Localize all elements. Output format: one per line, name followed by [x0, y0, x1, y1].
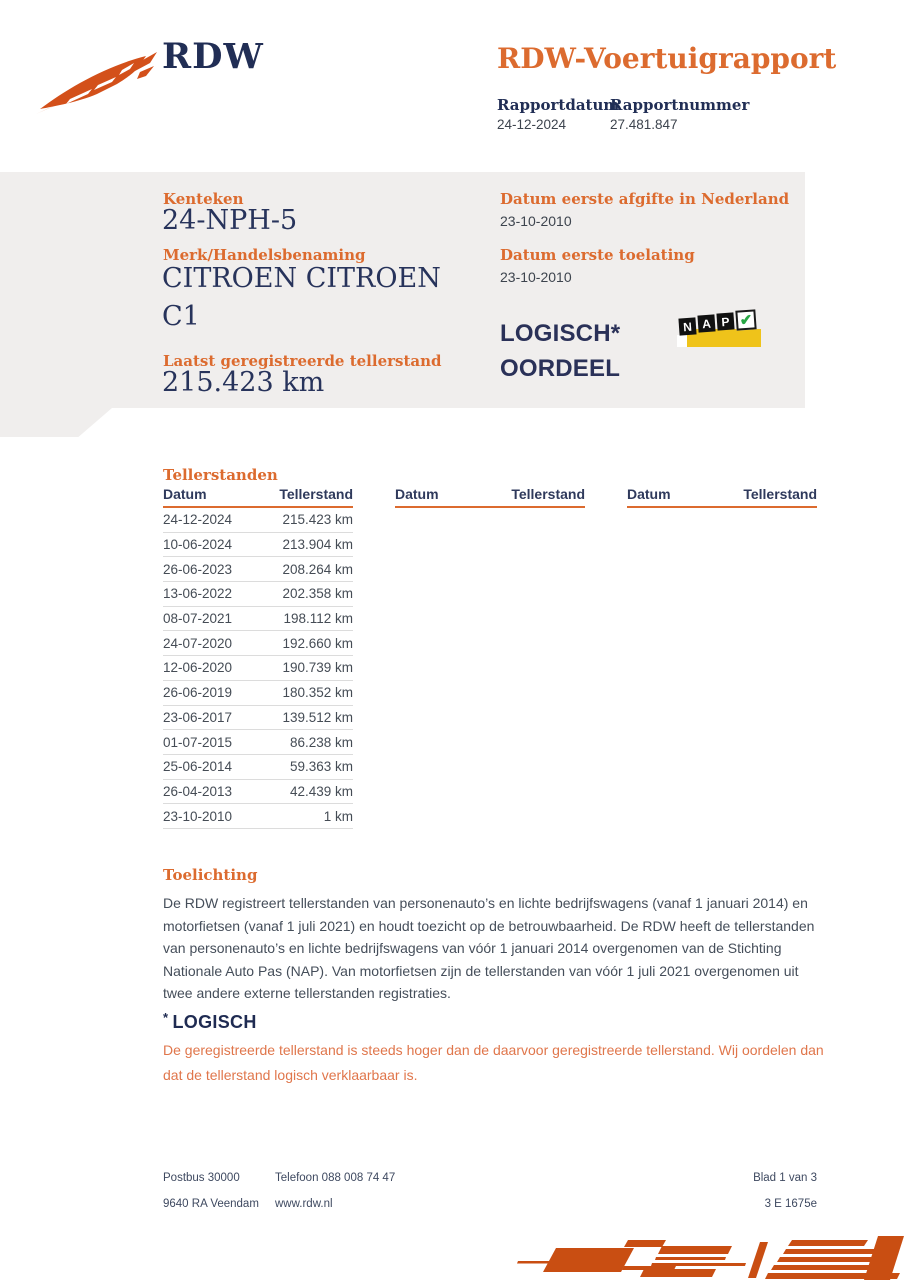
speed-stripes-graphic [516, 1232, 904, 1280]
nap-logo [677, 312, 765, 348]
afgifte-value: 23-10-2010 [500, 213, 572, 229]
cell-tellerstand: 198.112 km [283, 611, 353, 627]
cell-datum: 26-04-2013 [163, 783, 233, 799]
oordeel-line2: OORDEEL [500, 355, 621, 382]
logisch-heading [163, 1010, 257, 1033]
table-row [163, 656, 353, 681]
table-row [163, 557, 353, 582]
footer-phone: Telefoon 088 008 74 47 [275, 1172, 396, 1184]
nap-letter-n: N [678, 317, 696, 335]
table-row [163, 582, 353, 607]
toelating-label: Datum eerste toelating [500, 246, 695, 264]
column-header-tellerstand: Tellerstand [511, 486, 585, 502]
report-number-label: Rapportnummer [610, 96, 750, 114]
column-header-tellerstand: Tellerstand [279, 486, 353, 502]
cell-tellerstand: 208.264 km [282, 561, 353, 577]
report-date-value: 24-12-2024 [497, 117, 567, 132]
footer-city: 9640 RA Veendam [163, 1198, 259, 1210]
cell-tellerstand: 139.512 km [282, 709, 353, 725]
table-row [163, 681, 353, 706]
table-row [163, 508, 353, 533]
table-row [163, 755, 353, 780]
cell-datum: 08-07-2021 [163, 611, 233, 627]
footer-page-indicator: Blad 1 van 3 [753, 1172, 817, 1184]
toelichting-paragraph: De RDW registreert tellerstanden van personenauto’s en lichte bedrijfswagens (vanaf 1 januari 2014) en motorfietsen (vanaf 1 juli 2021) en houdt toezicht op de betrouwbaarheid. De RDW heeft de tellerstanden van personenauto’s en lichte bedrijfswagens van vóór 1 januari 2014 overgenomen van de Stichting Nationale Auto Pas (NAP). Van motorfietsen zijn de tellerstanden van vóór 1 juli 2021 overgenomen uit twee andere externe tellerstanden registraties. [163, 895, 815, 1001]
oordeel-verdict [500, 316, 620, 386]
logisch-heading-text: LOGISCH [172, 1012, 257, 1032]
kenteken-value: 24-NPH-5 [162, 205, 298, 236]
cell-tellerstand: 180.352 km [282, 685, 353, 701]
logisch-explanation: De geregistreerde tellerstand is steeds hoger dan de daarvoor geregistreerde tellerstand. Wij oordelen dan dat de tellerstand logisch verklaarbaar is. [163, 1042, 824, 1083]
column-header-tellerstand: Tellerstand [743, 486, 817, 502]
rdw-feather-logo-icon [33, 50, 159, 118]
table-row [163, 706, 353, 731]
cell-datum: 26-06-2019 [163, 685, 233, 701]
cell-datum: 23-10-2010 [163, 808, 233, 824]
cell-datum: 26-06-2023 [163, 561, 233, 577]
tellerstanden-table-1 [163, 486, 353, 829]
cell-datum: 12-06-2020 [163, 660, 233, 676]
cell-datum: 25-06-2014 [163, 759, 233, 775]
column-header-datum: Datum [627, 486, 671, 502]
merk-value-line1: CITROEN CITROEN [162, 263, 441, 294]
footer-doc-code: 3 E 1675e [764, 1198, 817, 1210]
nap-letter-p: P [716, 312, 734, 330]
oordeel-line1: LOGISCH* [500, 320, 621, 347]
tellerstanden-section-title: Tellerstanden [163, 466, 278, 484]
cell-tellerstand: 192.660 km [282, 635, 353, 651]
nap-check-icon: ✔ [735, 309, 756, 330]
cell-tellerstand: 1 km [323, 808, 353, 824]
merk-value-line2: C1 [162, 301, 200, 332]
logisch-asterisk: * [163, 1010, 169, 1025]
table-row [163, 607, 353, 632]
page-title: RDW-Voertuigrapport [497, 42, 837, 75]
cell-tellerstand: 86.238 km [289, 734, 353, 750]
laatste-tellerstand-value: 215.423 km [162, 367, 325, 398]
tellerstanden-table-2 [395, 486, 585, 508]
footer-website-link[interactable] [275, 1198, 333, 1210]
cell-tellerstand: 42.439 km [289, 783, 353, 799]
table-row [163, 780, 353, 805]
cell-tellerstand: 215.423 km [282, 512, 353, 528]
toelichting-section-title: Toelichting [163, 866, 258, 884]
cell-datum: 01-07-2015 [163, 734, 233, 750]
cell-tellerstand: 59.363 km [289, 759, 353, 775]
kenteken-label: Kenteken [163, 190, 244, 208]
report-number-value: 27.481.847 [610, 117, 678, 132]
cell-datum: 13-06-2022 [163, 586, 233, 602]
table-header [627, 486, 817, 508]
table-header [163, 486, 353, 508]
cell-tellerstand: 213.904 km [282, 537, 353, 553]
merk-label: Merk/Handelsbenaming [163, 246, 366, 264]
afgifte-label: Datum eerste afgifte in Nederland [500, 190, 790, 208]
column-header-datum: Datum [163, 486, 207, 502]
cell-datum: 24-07-2020 [163, 635, 233, 651]
report-date-label: Rapportdatum [497, 96, 620, 114]
nap-letter-a: A [697, 314, 715, 332]
rdw-logo-text: RDW [162, 36, 264, 77]
column-header-datum: Datum [395, 486, 439, 502]
toelating-value: 23-10-2010 [500, 269, 572, 285]
table-row [163, 631, 353, 656]
laatste-tellerstand-label: Laatst geregistreerde tellerstand [163, 352, 442, 370]
footer-website-text[interactable]: www.rdw.nl [275, 1198, 333, 1210]
cell-datum: 24-12-2024 [163, 512, 233, 528]
table-body [163, 508, 353, 829]
nap-white-notch [677, 335, 687, 347]
table-row [163, 804, 353, 829]
panel-corner-wedge [0, 408, 112, 437]
tellerstanden-table-3 [627, 486, 817, 508]
table-row [163, 730, 353, 755]
cell-datum: 10-06-2024 [163, 537, 233, 553]
footer-postbus: Postbus 30000 [163, 1172, 240, 1184]
table-row [163, 533, 353, 558]
table-header [395, 486, 585, 508]
cell-tellerstand: 190.739 km [282, 660, 353, 676]
cell-datum: 23-06-2017 [163, 709, 233, 725]
cell-tellerstand: 202.358 km [282, 586, 353, 602]
